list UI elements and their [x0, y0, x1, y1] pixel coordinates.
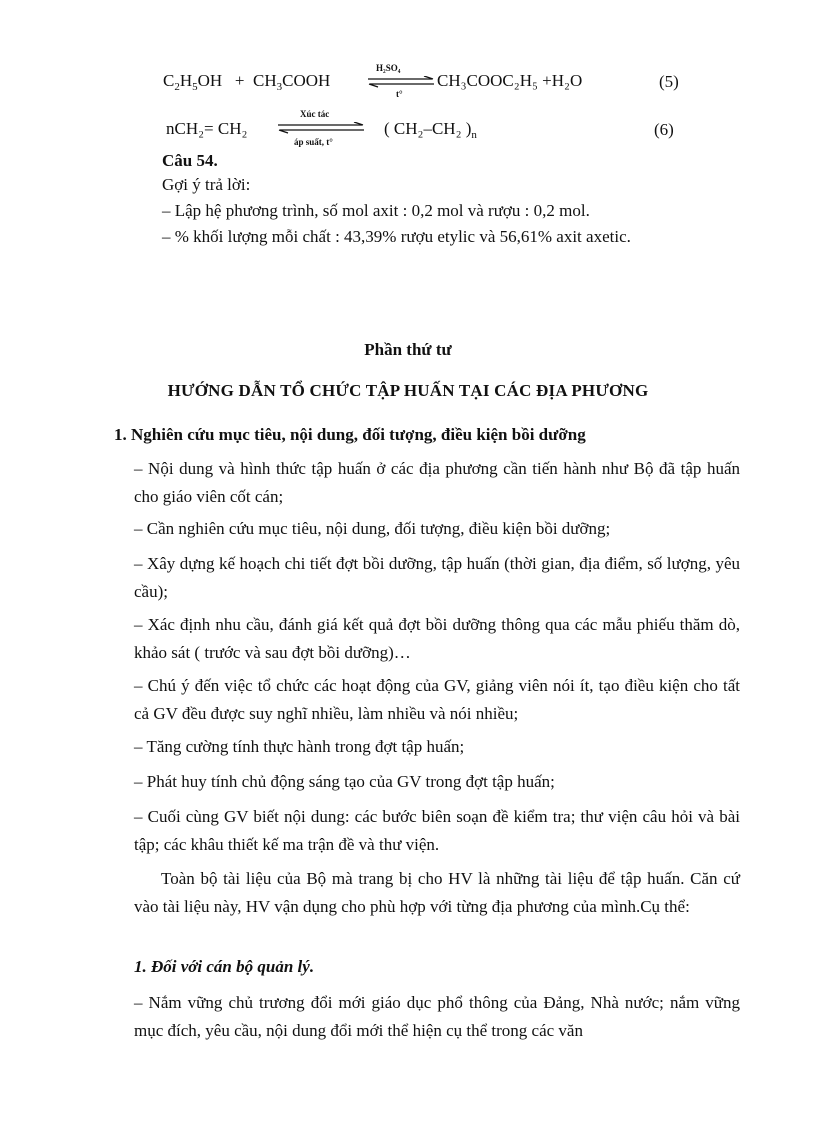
equation-6-number: (6) [654, 120, 674, 139]
question-title: Câu 54. [162, 151, 218, 170]
equation-5-temperature: t° [396, 89, 403, 99]
section-item: – Tăng cường tính thực hành trong đợt tập huấn; [134, 737, 465, 756]
equation-6-products: ( CH₂–CH₂ )$_n$ [384, 119, 477, 141]
equation-6-conditions: áp suất, t° [294, 137, 333, 147]
subsection-title: 1. Đối với cán bộ quản lý. [134, 957, 315, 976]
hint-label: Gợi ý trả lời: [162, 175, 251, 194]
equation-5-catalyst: H₂SO₄ [376, 63, 401, 73]
equation-5-number: (5) [659, 72, 679, 91]
section-title: 1. Nghiên cứu mục tiêu, nội dung, đối tượng, điều kiện bồi dưỡng [114, 425, 586, 444]
section-item: – Cuối cùng GV biết nội dung: các bước biên soạn đề kiểm tra; thư viện câu hỏi và bài tập; các khâu thiết kế ma trận đề và thư viện. [134, 807, 740, 854]
equation-5-products: CH₃COOC₂H₅ +H₂O [437, 71, 583, 90]
equilibrium-arrow-icon [366, 76, 436, 88]
hint-item: – % khối lượng mỗi chất : 43,39% rượu etylic và 56,61% axit axetic. [162, 227, 631, 246]
section-item: – Cần nghiên cứu mục tiêu, nội dung, đối tượng, điều kiện bồi dưỡng; [134, 519, 611, 538]
section-item: – Xác định nhu cầu, đánh giá kết quả đợt bồi dưỡng thông qua các mẫu phiếu thăm dò, khảo sát ( trước và sau đợt bồi dưỡng)… [134, 615, 740, 662]
section-item: – Chú ý đến việc tổ chức các hoạt động của GV, giảng viên nói ít, tạo điều kiện cho tất cả GV đều được suy nghĩ nhiều, làm nhiều và nói nhiều; [134, 676, 740, 723]
section-item: – Xây dựng kế hoạch chi tiết đợt bồi dưỡng, tập huấn (thời gian, địa điểm, số lượng, yêu cầu); [134, 554, 740, 601]
equation-6-reactants: nCH₂= CH₂ [166, 119, 248, 138]
part-label: Phần thứ tư [364, 340, 452, 359]
summary-paragraph: Toàn bộ tài liệu của Bộ mà trang bị cho HV là những tài liệu để tập huấn. Căn cứ vào tài liệu này, HV vận dụng cho phù hợp với từng địa phương của mình.Cụ thể: [134, 869, 740, 916]
equation-6-catalyst: Xúc tác [300, 109, 330, 119]
subsection-paragraph: – Nắm vững chủ trương đổi mới giáo dục phổ thông của Đảng, Nhà nước; nắm vững mục đích, yêu cầu, nội dung đổi mới thể hiện cụ thể trong các văn [134, 993, 740, 1040]
equilibrium-arrow-icon [276, 122, 366, 134]
equation-5-reactants: $C_2H_5OH$ + $CH_3COOH$ [163, 71, 331, 93]
part-heading: HƯỚNG DẪN TỔ CHỨC TẬP HUẤN TẠI CÁC ĐỊA PHƯƠNG [167, 381, 649, 400]
section-item: – Nội dung và hình thức tập huấn ở các địa phương cần tiến hành như Bộ đã tập huấn cho giáo viên cốt cán; [134, 459, 740, 506]
hint-item: – Lập hệ phương trình, số mol axit : 0,2 mol và rượu : 0,2 mol. [162, 201, 590, 220]
section-item: – Phát huy tính chủ động sáng tạo của GV trong đợt tập huấn; [134, 772, 555, 791]
